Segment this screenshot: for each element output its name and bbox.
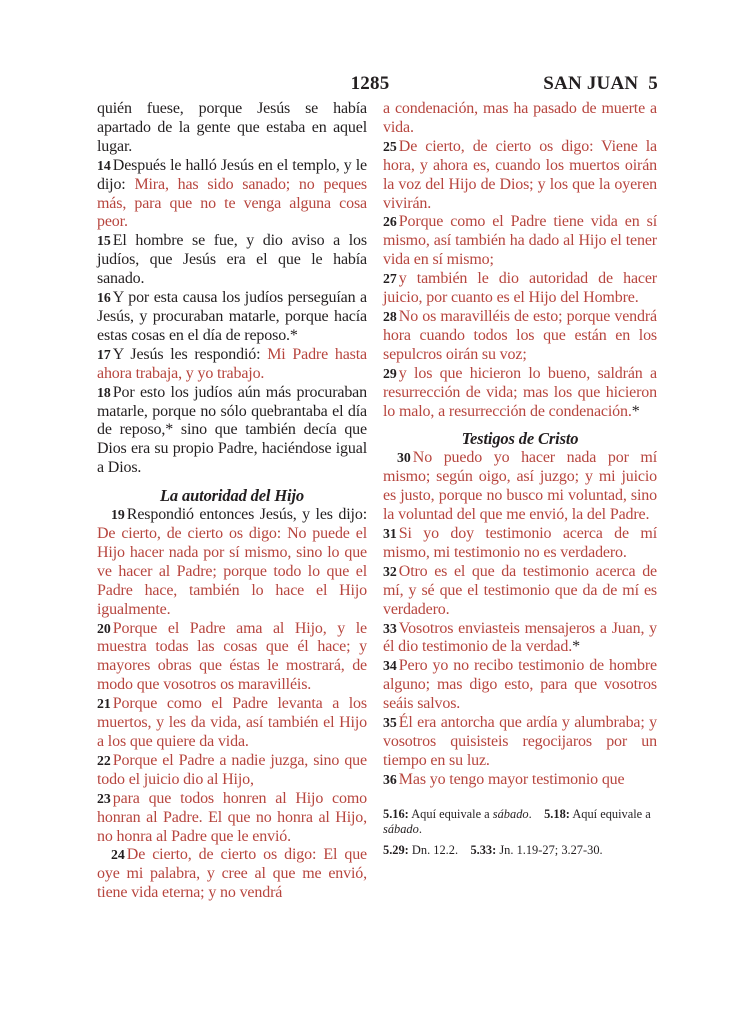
verse-paragraph — [383, 449, 657, 525]
verse-number: 18 — [97, 384, 111, 400]
verse-number: 25 — [383, 138, 397, 154]
verse-text-segment: El hombre se fue, y dio aviso a los judíos, que Jesús era el que le había sanado. — [97, 232, 367, 288]
verse-number: 21 — [97, 696, 111, 712]
verse-number: 32 — [383, 563, 397, 579]
footnote-reference: 5.29: — [383, 843, 409, 858]
section-heading: La autoridad del Hijo — [160, 486, 304, 506]
book-chapter-header — [543, 73, 658, 95]
verse-paragraph — [383, 308, 657, 365]
verse-paragraph — [97, 695, 367, 752]
verse-number: 14 — [97, 157, 111, 173]
verse-number: 15 — [97, 233, 111, 249]
footnote-text: Jn. 1.19-27; 3.27-30. — [499, 843, 603, 858]
verse-number: 31 — [383, 526, 397, 542]
verse-number: 28 — [383, 308, 397, 324]
footnote-reference: 5.18: — [544, 806, 570, 821]
verse-text-segment: Mi Padre hasta ahora trabaja, y yo trabajo. — [97, 345, 367, 382]
verse-text-segment: Vosotros enviasteis mensajeros a Juan, y él dio testimonio de la verdad. — [383, 619, 657, 656]
verse-paragraph — [383, 563, 657, 620]
verse-number: 33 — [383, 620, 397, 636]
verse-paragraph — [97, 100, 367, 157]
verse-text-segment: Otro es el que da testimonio acerca de mí, y sé que el testimonio que da de mí es verdadero. — [383, 562, 657, 618]
verse-text-segment: y los que hicieron lo bueno, saldrán a resurrección de vida; mas los que hicieron lo malo, a resurrección de condenación. — [383, 364, 657, 420]
footnote-gap — [532, 807, 544, 821]
verse-number: 35 — [383, 715, 397, 731]
verse-text-segment: Él era antorcha que ardía y alumbraba; y vosotros quisisteis regocijaros por un tiempo en su luz. — [383, 714, 657, 769]
verse-paragraph — [383, 620, 657, 658]
verse-number: 22 — [97, 752, 111, 768]
verse-paragraph — [97, 506, 367, 619]
verse-text-segment: De cierto, de cierto os digo: El que oye mi palabra, y cree al que me envió, tiene vida eterna; y no vendrá — [97, 846, 367, 902]
footnote-text: Dn. 12.2. — [411, 843, 459, 858]
verse-text-segment: No os maravilléis de esto; porque vendrá hora cuando todos los que están en los sepulcros oirán su voz; — [383, 307, 657, 363]
verse-text-segment: Pero yo no recibo testimonio de hombre alguno; mas digo esto, para que vosotros seáis salvos. — [383, 657, 657, 713]
footnote-text: sábado — [383, 821, 419, 836]
verse-text-segment: * — [572, 638, 580, 656]
verse-number: 30 — [397, 450, 411, 466]
verse-paragraph — [383, 525, 657, 563]
verse-text-segment: Después le halló Jesús en el templo, y le dijo: — [97, 156, 367, 193]
verse-paragraph — [383, 657, 657, 714]
verse-paragraph — [97, 232, 367, 289]
footnotes — [383, 807, 657, 858]
verse-number: 24 — [111, 847, 125, 863]
verse-number: 20 — [97, 620, 111, 636]
footnote-reference: 5.16: — [383, 806, 409, 821]
verse-text-segment: De cierto, de cierto os digo: No puede el Hijo hacer nada por sí mismo, sino lo que ve hacer al Padre; porque todo lo que el Padre hace, también lo hace el Hijo igualmente. — [97, 525, 367, 618]
verse-text-segment: para que todos honren al Hijo como honran al Padre. El que no honra al Hijo, no honra al Padre que le envió. — [97, 789, 367, 845]
verse-text-segment: Porque como el Padre tiene vida en sí mismo, así también ha dado al Hijo el tener vida en sí mismo; — [383, 213, 657, 269]
footnote-gap — [458, 843, 470, 857]
verse-text-segment: quién fuese, porque Jesús se había apartado de la gente que estaba en aquel lugar. — [97, 100, 367, 155]
verse-text-segment: Y por esta causa los judíos perseguían a Jesús, y procuraban matarle, porque hacía estas cosas en el día de reposo.* — [97, 289, 367, 344]
page-number: 1285 — [350, 73, 390, 94]
verse-paragraph — [97, 846, 367, 903]
verse-text-segment: Si yo doy testimonio acerca de mí mismo, mi testimonio no es verdadero. — [383, 525, 657, 561]
footnote-text: . — [528, 806, 532, 821]
verse-number: 29 — [383, 365, 397, 381]
footnote-reference: 5.33: — [470, 843, 497, 858]
verse-text-segment: Mira, has sido sanado; no peques más, para que no te venga alguna cosa peor. — [97, 175, 368, 231]
footnote-text: . — [418, 821, 422, 836]
running-head — [0, 73, 740, 97]
book-name: SAN JUAN — [543, 73, 639, 94]
footnote-line — [383, 843, 657, 858]
verse-paragraph — [383, 771, 657, 790]
verse-text-segment: Porque el Padre ama al Hijo, y le muestra todas las cosas que él hace; y mayores obras que éstas le mostrará, de modo que vosotros os maravilléis. — [97, 619, 367, 694]
verse-paragraph — [383, 138, 657, 214]
verse-paragraph — [383, 365, 657, 422]
verse-paragraph — [383, 270, 657, 308]
verse-text-segment: a condenación, mas ha pasado de muerte a vida. — [383, 100, 657, 136]
verse-paragraph — [383, 213, 657, 270]
verse-text-segment: Por esto los judíos aún más procuraban matarle, porque no sólo quebrantaba el día de reposo,* sino que también decía que Dios era su propio Padre, haciéndose igual a Dios. — [97, 383, 367, 477]
right-column — [383, 100, 657, 865]
verse-paragraph — [383, 714, 657, 771]
left-column — [97, 100, 367, 903]
verse-number: 36 — [383, 771, 397, 787]
verse-number: 17 — [97, 346, 111, 362]
footnote-text: Aquí equivale a — [572, 806, 651, 821]
verse-text-segment: Respondió entonces Jesús, y les dijo: — [126, 506, 367, 524]
verse-text-segment: * — [631, 402, 640, 420]
chapter-number: 5 — [648, 73, 658, 94]
verse-paragraph — [97, 790, 367, 847]
verse-number: 26 — [383, 214, 397, 230]
verse-number: 34 — [383, 658, 397, 674]
footnote-line — [383, 807, 657, 837]
verse-number: 23 — [97, 790, 111, 806]
verse-number: 16 — [97, 290, 111, 306]
verse-text-segment: Porque el Padre a nadie juzga, sino que todo el juicio dio al Hijo, — [97, 751, 367, 788]
verse-number: 19 — [111, 507, 125, 523]
verse-text-segment: y también le dio autoridad de hacer juicio, por cuanto es el Hijo del Hombre. — [383, 270, 657, 307]
verse-paragraph — [97, 289, 367, 346]
footnote-text: Aquí equivale a — [411, 806, 493, 821]
verse-text-segment: No puedo yo hacer nada por mí mismo; según oigo, así juzgo; y mi juicio es justo, porque no busco mi voluntad, sino la voluntad del que me envió, la del Padre. — [383, 449, 657, 524]
verse-paragraph — [97, 620, 367, 696]
section-heading: Testigos de Cristo — [461, 429, 579, 449]
verse-text-segment: De cierto, de cierto os digo: Viene la hora, y ahora es, cuando los muertos oirán la voz del Hijo de Dios; y los que la oyeren vivirán. — [383, 137, 657, 212]
footnote-text: sábado — [492, 806, 529, 821]
verse-paragraph — [97, 752, 367, 790]
verse-paragraph — [97, 384, 367, 479]
verse-text-segment: Y Jesús les respondió: — [112, 345, 268, 363]
verse-text-segment: Mas yo tengo mayor testimonio que — [398, 770, 625, 788]
verse-paragraph — [97, 157, 367, 233]
verse-paragraph — [383, 100, 657, 138]
verse-paragraph — [97, 346, 367, 384]
verse-text-segment: Porque como el Padre levanta a los muertos, y les da vida, así también el Hijo a los que quiere da vida. — [97, 695, 367, 750]
verse-number: 27 — [383, 271, 397, 287]
